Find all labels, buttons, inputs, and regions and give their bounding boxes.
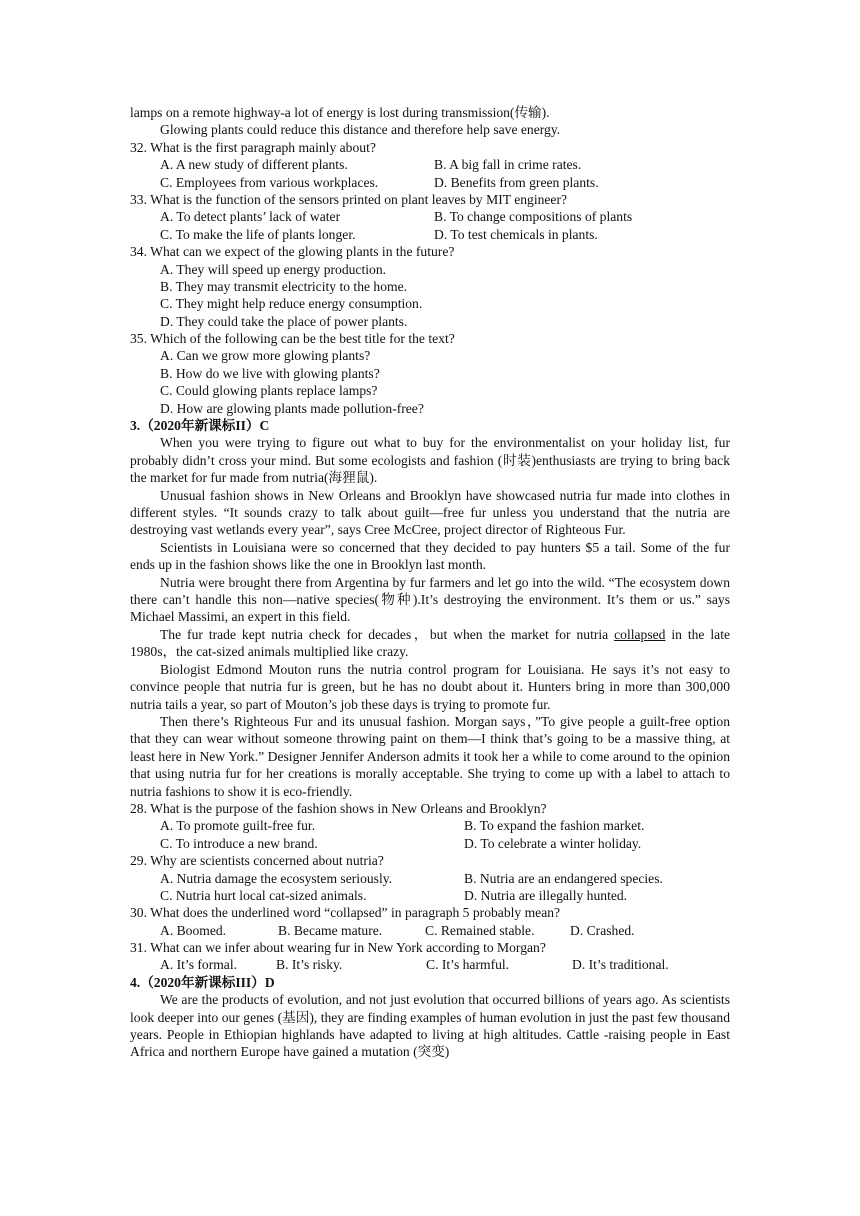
q33-options-row-2 xyxy=(130,226,730,243)
intro-line-1: lamps on a remote highway-a lot of energy is lost during transmission(传输). xyxy=(130,105,550,120)
q31-options-row xyxy=(130,956,730,973)
q35-option-c: C. Could glowing plants replace lamps? xyxy=(160,383,378,399)
q33-option-c: C. To make the life of plants longer. xyxy=(160,226,356,242)
q30-stem: 30. What does the underlined word “collapsed” in paragraph 5 probably mean? xyxy=(130,905,561,921)
intro-line-2: Glowing plants could reduce this distance and therefore help save energy. xyxy=(160,122,561,138)
q33-option-a: A. To detect plants’ lack of water xyxy=(160,209,341,225)
q32-option-b: B. A big fall in crime rates. xyxy=(434,157,582,173)
q30-option-b: B. Became mature. xyxy=(278,922,383,938)
q31-stem: 31. What can we infer about wearing fur in New York according to Morgan? xyxy=(130,940,546,956)
q32-option-c: C. Employees from various workplaces. xyxy=(160,174,379,190)
q29-options-row-1 xyxy=(130,870,730,887)
q32-option-d: D. Benefits from green plants. xyxy=(434,174,599,190)
q30-options-row xyxy=(130,922,730,939)
q33-option-d: D. To test chemicals in plants. xyxy=(434,226,598,242)
passage3-paragraph-6: Biologist Edmond Mouton runs the nutria control program for Louisiana. He says it’s not easy to convince people that nutria fur is green, but he has no doubt about it. Hunters bring in more than 300,000 nutria tails a year, so part of Mouton’s job these days is trying to promote fur. xyxy=(130,661,730,712)
document-page xyxy=(130,104,730,1061)
passage3-paragraph-5 xyxy=(130,626,730,661)
q35-option-d: D. How are glowing plants made pollution-free? xyxy=(160,400,424,416)
passage4-paragraph-1: We are the products of evolution, and not just evolution that occurred billions of years ago. As scientists look deeper into our genes (基因), they are finding examples of human evolution in just the past few thousand years. People in Ethiopian highlands have adapted to living at high altitudes. Cattle -raising people in East Africa and northern Europe have gained a mutation (突变) xyxy=(130,992,730,1060)
q30-option-d: D. Crashed. xyxy=(570,922,635,938)
q32-options-row-1 xyxy=(130,156,730,173)
q35-option-b: B. How do we live with glowing plants? xyxy=(160,365,380,381)
q34-option-c: C. They might help reduce energy consumption. xyxy=(160,296,423,312)
q33-option-b: B. To change compositions of plants xyxy=(434,209,633,225)
p5-text-before: The fur trade kept nutria check for decades，but when the market for nutria xyxy=(160,626,615,642)
q34-option-a: A. They will speed up energy production. xyxy=(160,261,387,277)
q31-option-a: A. It’s formal. xyxy=(160,957,238,973)
q28-option-c: C. To introduce a new brand. xyxy=(160,835,318,851)
q29-option-d: D. Nutria are illegally hunted. xyxy=(464,887,628,903)
q29-options-row-2 xyxy=(130,887,730,904)
q32-options-row-2 xyxy=(130,174,730,191)
q33-options-row-1 xyxy=(130,208,730,225)
q28-option-a: A. To promote guilt-free fur. xyxy=(160,818,316,834)
passage3-paragraph-3: Scientists in Louisiana were so concerned that they decided to pay hunters $5 a tail. Some of the fur ends up in the fashion shows like the one in Brooklyn last month. xyxy=(130,539,730,573)
q32-stem: 32. What is the first paragraph mainly about? xyxy=(130,139,376,155)
q29-option-b: B. Nutria are an endangered species. xyxy=(464,870,663,886)
q31-option-b: B. It’s risky. xyxy=(276,957,343,973)
passage3-paragraph-1: When you were trying to figure out what to buy for the environmentalist on your holiday list, fur probably didn’t cross your mind. But some ecologists and fashion (时装)enthusiasts are trying to bring back the market for fur made from nutria(海狸鼠). xyxy=(130,435,730,486)
q29-option-c: C. Nutria hurt local cat-sized animals. xyxy=(160,887,367,903)
q29-option-a: A. Nutria damage the ecosystem seriously. xyxy=(160,870,393,886)
q28-options-row-2 xyxy=(130,835,730,852)
passage3-paragraph-7: Then there’s Righteous Fur and its unusual fashion. Morgan says，”To give people a guilt-free option that they can wear without someone throwing paint on them—I think that’s going to be a massive thing, at least here in New York.” Designer Jennifer Anderson admits it took her a while to come around to the opinion that using nutria fur for her creations is morally acceptable. She trying to come up with a label to attach to nutria fashions to show it is eco-friendly. xyxy=(130,713,730,799)
q30-option-a: A. Boomed. xyxy=(160,922,227,938)
q30-option-c: C. Remained stable. xyxy=(425,922,535,938)
passage3-paragraph-2: Unusual fashion shows in New Orleans and Brooklyn have showcased nutria fur made into clothes in different styles. “It sounds crazy to talk about guilt—free fur unless you understand that the nutria are destroying vast wetlands every year”, says Cree McCree, project director of Righteous Fur. xyxy=(130,487,730,538)
section-4-heading: 4.（2020年新课标III）D xyxy=(130,974,275,990)
q29-stem: 29. Why are scientists concerned about nutria? xyxy=(130,853,384,869)
q32-option-a: A. A new study of different plants. xyxy=(160,157,348,173)
underlined-word-collapsed: collapsed xyxy=(614,626,666,642)
q28-option-d: D. To celebrate a winter holiday. xyxy=(464,835,642,851)
q34-option-d: D. They could take the place of power plants. xyxy=(160,313,408,329)
q33-stem: 33. What is the function of the sensors printed on plant leaves by MIT engineer? xyxy=(130,191,568,207)
section-3-heading: 3.（2020年新课标II）C xyxy=(130,418,270,434)
q28-options-row-1 xyxy=(130,817,730,834)
q34-option-b: B. They may transmit electricity to the home. xyxy=(160,278,408,294)
q28-option-b: B. To expand the fashion market. xyxy=(464,818,645,834)
q28-stem: 28. What is the purpose of the fashion shows in New Orleans and Brooklyn? xyxy=(130,800,547,816)
q31-option-c: C. It’s harmful. xyxy=(426,957,510,973)
q34-stem: 34. What can we expect of the glowing plants in the future? xyxy=(130,244,455,260)
q35-stem: 35. Which of the following can be the best title for the text? xyxy=(130,331,455,347)
passage3-paragraph-4: Nutria were brought there from Argentina by fur farmers and let go into the wild. “The ecosystem down there can’t handle this non—native species(物种).It’s destroying the environment. It’s them or us.” says Michael Massimi, an expert in this field. xyxy=(130,574,730,625)
q35-option-a: A. Can we grow more glowing plants? xyxy=(160,348,371,364)
p5-text-after: in the late 1980s，the cat-sized animals multiplied like crazy. xyxy=(130,626,731,660)
q31-option-d: D. It’s traditional. xyxy=(572,957,669,973)
